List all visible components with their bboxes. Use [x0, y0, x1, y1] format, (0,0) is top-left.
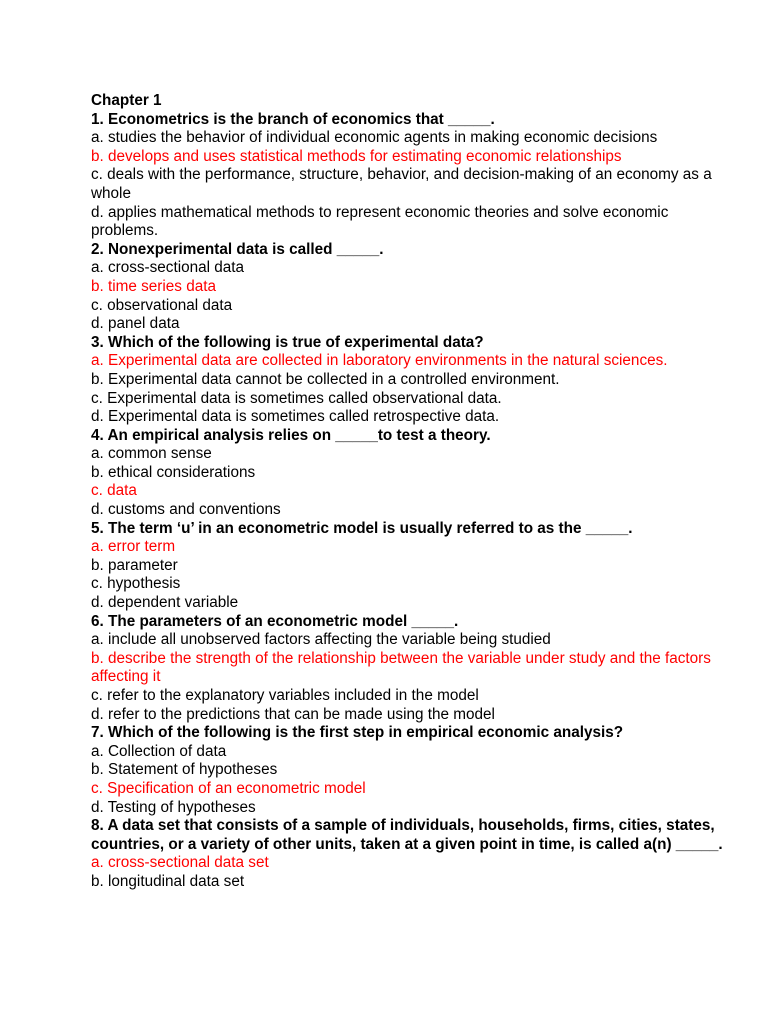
- question-1-option-a: a. studies the behavior of individual economic agents in making economic decisions: [91, 129, 658, 147]
- question-5-option-c: c. hypothesis: [91, 575, 181, 593]
- question-7-option-c: c. Specification of an econometric model: [91, 779, 366, 797]
- question-6-option-d: d. refer to the predictions that can be made using the model: [91, 705, 495, 723]
- question-7: 7. Which of the following is the first step in empirical economic analysis?: [91, 724, 624, 742]
- question-8-option-b: b. longitudinal data set: [91, 872, 245, 890]
- question-6-option-c: c. refer to the explanatory variables included in the model: [91, 687, 479, 704]
- question-3-option-c: c. Experimental data is sometimes called observational data.: [91, 389, 502, 407]
- document-page: [91, 92, 731, 892]
- question-4: 4. An empirical analysis relies on _____to test a theory.: [91, 426, 491, 444]
- question-6-option-a: a. include all unobserved factors affecting the variable being studied: [91, 631, 551, 649]
- question-2-option-a: a. cross-sectional data: [91, 259, 245, 277]
- question-3-option-d: d. Experimental data is sometimes called retrospective data.: [91, 408, 500, 426]
- question-2-option-d: d. panel data: [91, 315, 180, 333]
- question-8-option-a: a. cross-sectional data set: [91, 854, 269, 872]
- question-5-option-d: d. dependent variable: [91, 594, 239, 612]
- question-8: 8. A data set that consists of a sample of individuals, households, firms, cities, states, countries, or a variety of other units, taken at a given point in time, is called a(n) _____.: [91, 817, 723, 853]
- question-1-option-c: c. deals with the performance, structure, behavior, and decision-making of an economy as a whole: [91, 166, 712, 202]
- question-5-option-a: a. error term: [91, 538, 176, 556]
- question-1-option-b: b. develops and uses statistical methods for estimating economic relationships: [91, 147, 622, 165]
- chapter-title: Chapter 1: [91, 92, 162, 109]
- question-5-option-b: b. parameter: [91, 556, 178, 574]
- question-1: 1. Econometrics is the branch of economics that _____.: [91, 110, 495, 128]
- question-7-option-a: a. Collection of data: [91, 742, 227, 760]
- question-6-option-b: b. describe the strength of the relationship between the variable under study and the factors affecting it: [91, 649, 711, 686]
- question-6: 6. The parameters of an econometric model _____.: [91, 612, 459, 630]
- question-4-option-b: b. ethical considerations: [91, 463, 256, 481]
- question-4-option-c: c. data: [91, 482, 137, 500]
- question-1-option-d: d. applies mathematical methods to represent economic theories and solve economic problems.: [91, 203, 669, 240]
- question-3: 3. Which of the following is true of experimental data?: [91, 333, 484, 351]
- question-5: 5. The term ‘u’ in an econometric model is usually referred to as the _____.: [91, 519, 633, 537]
- question-4-option-d: d. customs and conventions: [91, 501, 281, 519]
- question-7-option-b: b. Statement of hypotheses: [91, 761, 278, 779]
- question-2-option-b: b. time series data: [91, 277, 216, 295]
- question-3-option-b: b. Experimental data cannot be collected in a controlled environment.: [91, 370, 560, 388]
- question-2: 2. Nonexperimental data is called _____.: [91, 240, 384, 258]
- question-4-option-a: a. common sense: [91, 445, 212, 463]
- question-2-option-c: c. observational data: [91, 296, 233, 314]
- question-3-option-a: a. Experimental data are collected in laboratory environments in the natural sciences.: [91, 352, 668, 370]
- question-7-option-d: d. Testing of hypotheses: [91, 798, 256, 816]
